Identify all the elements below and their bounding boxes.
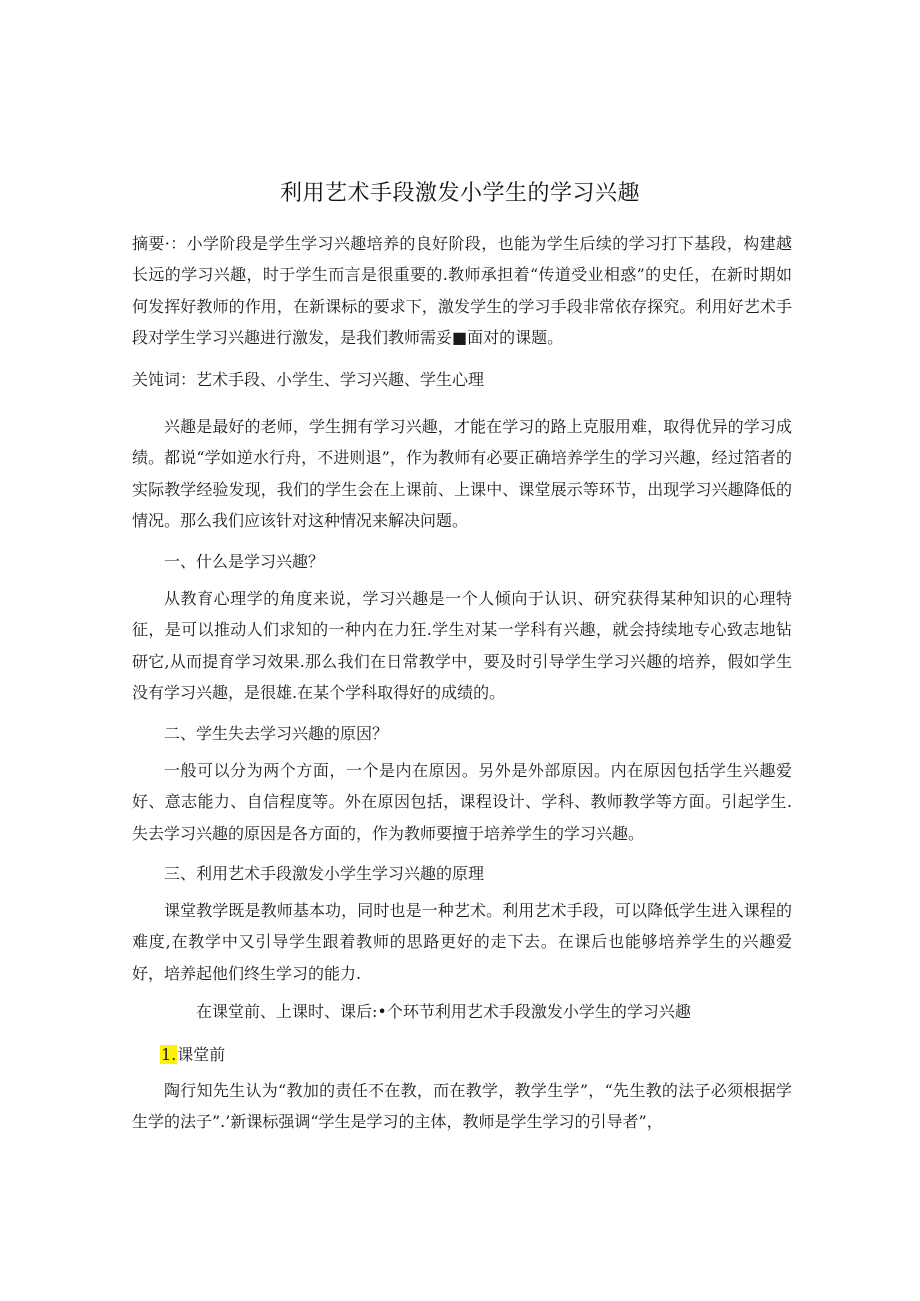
document-title: 利用艺术手段激发小学生的学习兴趣 [279, 181, 640, 206]
subheading: 在课堂前、上课时、课后:•个环节利用艺术手段激发小学生的学习兴趣 [196, 1002, 691, 1021]
section-heading-2: 二、学生失去学习兴趣的原因？ [164, 724, 389, 743]
paragraph-2: 一般可以分为两个方面，一个是内在原因。另外是外部原因。内在原因包括学生兴趣爱好、意志能力、自信程度等。外在原因包括，课程设计、学科、教师教学等方面。引起学生.失去学习兴趣的原因是各方面的，作为教师要擅于培养学生的学习兴趣。 [132, 761, 792, 843]
section-heading-1: 一、什么是学习兴趣？ [164, 552, 325, 571]
subsection-heading-1 [160, 1043, 225, 1067]
intro-paragraph: 兴趣是最好的老师，学生拥有学习兴趣，才能在学习的路上克服用难，取得优异的学习成绩。都说“学如逆水行舟，不进则退”，作为教师有必要正确培养学生的学习兴趣，经过箔者的实际教学经验发现，我们的学生会在上课前、上课中、课堂展示等环节，出现学习兴趣降低的情况。那么我们应该针对这种情况来解决问题。 [132, 417, 792, 530]
paragraph-1: 从教育心理学的角度来说，学习兴趣是一个人倾向于认识、研究获得某种知识的心理特征，是可以推动人们求知的一种内在力狂.学生对某一学科有兴趣，就会持续地专心致志地钻研它,从而提育学习效果.那么我们在日常教学中，要及时引导学生学习兴趣的培养，假如学生没有学习兴趣，是很雄.在某个学科取得好的成绩的。 [132, 589, 792, 702]
paragraph-4: 陶行知先生认为“教加的责任不在教，而在教学，教学生学”，“先生教的法子必须根据学生学的法子”.’新课标强调“学生是学习的主体，教师是学生学习的引导者”， [132, 1081, 792, 1132]
subsection-title: 课堂前 [177, 1045, 226, 1064]
highlighted-number: 1. [161, 1045, 177, 1064]
keywords-line: 关饨词：艺术手段、小学生、学习兴趣、学生心理 [132, 370, 485, 389]
section-heading-3: 三、利用艺术手段激发小学生学习兴趣的原理 [164, 864, 485, 883]
paragraph-3: 课堂教学既是教师基本功，同时也是一种艺术。利用艺术手段，可以降低学生进入课程的难度,在教学中又引导学生跟着教师的思路更好的走下去。在课后也能够培养学生的兴趣爱好，培养起他们终生学习的能力. [132, 901, 792, 983]
abstract-paragraph: 摘要·：小学阶段是学生学习兴趣培养的良好阶段，也能为学生后续的学习打下基段，构建越长远的学习兴趣，时于学生而言是很重要的.教师承担着“传道受业相惑”的史任，在新时期如何发挥好教师的作用，在新课标的要求下，激发学生的学习手段非常依存探究。利用好艺术手段对学生学习兴趣进行激发，是我们教师需妥■面对的课题。 [132, 234, 792, 347]
